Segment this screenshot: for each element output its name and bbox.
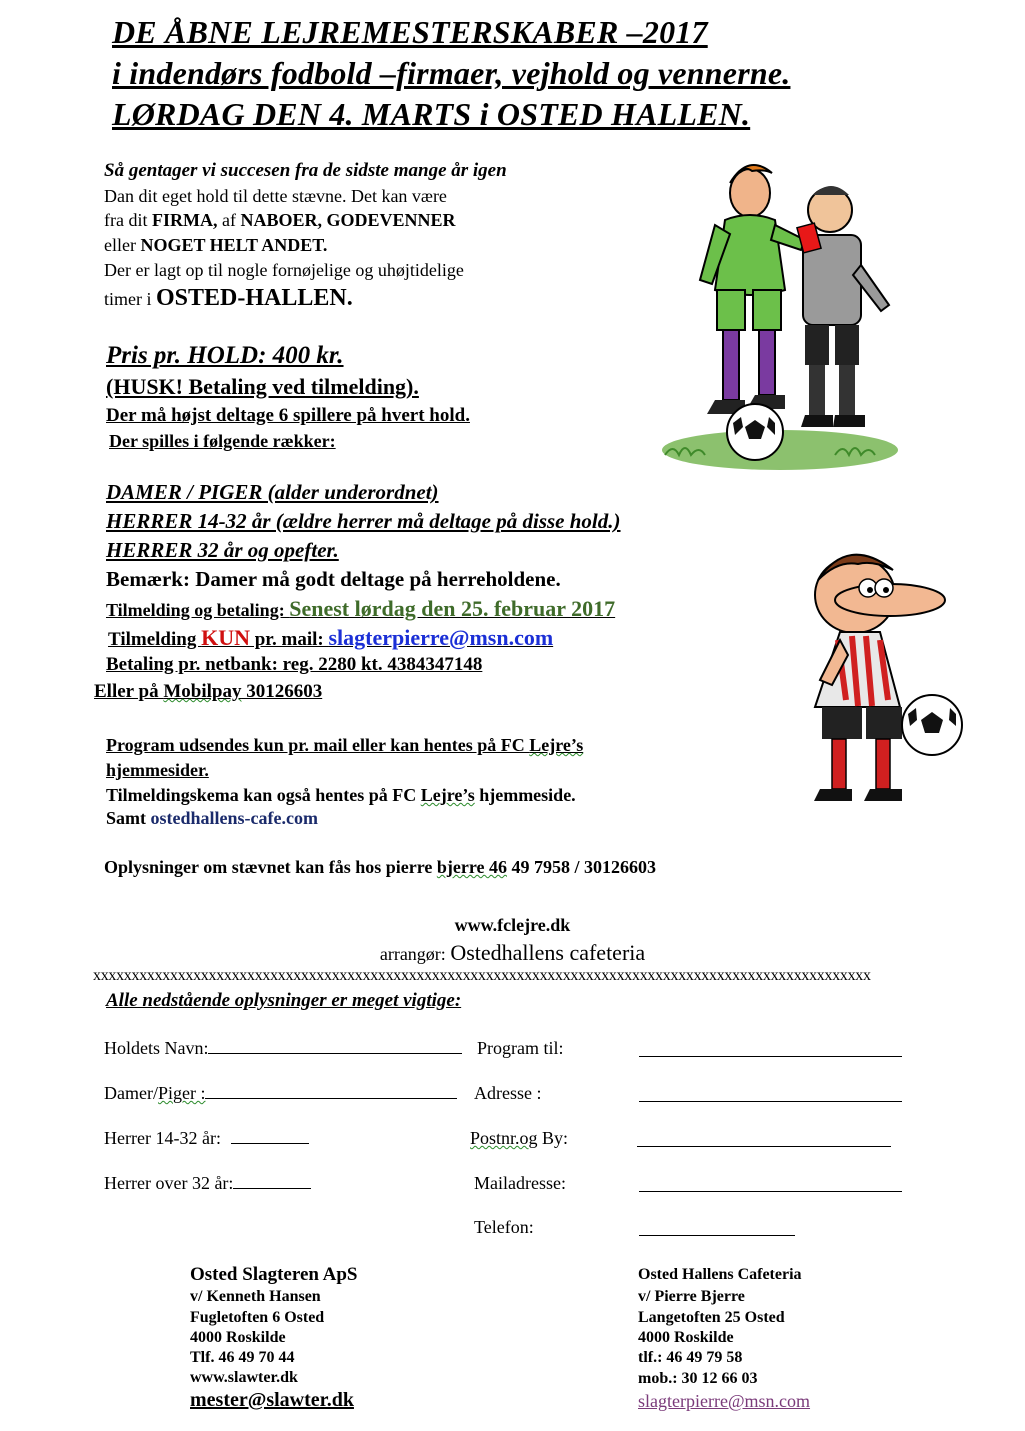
samt-info: Samt ostedhallens-cafe.com bbox=[106, 808, 318, 828]
sponsor-left-phone: Tlf. 46 49 70 44 bbox=[190, 1349, 295, 1366]
telefon-line[interactable] bbox=[639, 1221, 795, 1236]
intro-line-4: Der er lagt op til nogle fornøjelige og uhøjtidelige bbox=[104, 260, 464, 280]
title-line-2: i indendørs fodbold –firmaer, vejhold og vennerne. bbox=[112, 55, 791, 91]
holdets-navn-line[interactable] bbox=[208, 1039, 462, 1054]
signup-email-link[interactable]: slagterpierre@msn.com bbox=[328, 625, 554, 650]
herrer-32-line[interactable] bbox=[233, 1174, 311, 1189]
herrer-1432-label: Herrer 14-32 år: bbox=[104, 1128, 221, 1148]
sponsor-left-city: 4000 Roskilde bbox=[190, 1329, 286, 1346]
separator-x-line: xxxxxxxxxxxxxxxxxxxxxxxxxxxxxxxxxxxxxxxxxxxxxxxxxxxxxxxxxxxxxxxxxxxxxxxxxxxxxxxxxxxxxxxxxxxxxxxxxxxxx bbox=[93, 967, 871, 984]
sponsor-right-mobile: mob.: 30 12 66 03 bbox=[638, 1370, 758, 1387]
sponsor-left-street: Fugletoften 6 Osted bbox=[190, 1309, 325, 1326]
mailadresse-label: Mailadresse: bbox=[474, 1173, 566, 1193]
contact-info: Oplysninger om stævnet kan fås hos pierre bjerre 46 49 7958 / 30126603 bbox=[104, 857, 657, 877]
postnr-line[interactable] bbox=[637, 1132, 891, 1147]
damer-label: Damer/Piger : bbox=[104, 1083, 206, 1103]
field-herrer-14-32[interactable] bbox=[104, 1128, 309, 1149]
row-herrer-32: HERRER 32 år og opefter. bbox=[106, 538, 339, 562]
cafe-website-link[interactable]: ostedhallens-cafe.com bbox=[150, 808, 318, 828]
sponsor-right-email[interactable]: slagterpierre@msn.com bbox=[638, 1391, 811, 1411]
important-note: Alle nedstående oplysninger er meget vigtige: bbox=[106, 990, 462, 1011]
signup-mail: Tilmelding KUN pr. mail: slagterpierre@msn.com bbox=[108, 625, 554, 650]
program-til-line[interactable] bbox=[639, 1042, 902, 1057]
sponsor-left-email[interactable]: mester@slawter.dk bbox=[190, 1389, 354, 1411]
program-til-label: Program til: bbox=[477, 1038, 564, 1058]
adresse-line[interactable] bbox=[639, 1087, 902, 1102]
organizer: arrangør: Ostedhallens cafeteria bbox=[379, 940, 646, 965]
intro-line-2: fra dit FIRMA, af NABOER, GODEVENNER bbox=[104, 210, 456, 230]
row-damer: DAMER / PIGER (alder underordnet) bbox=[106, 480, 439, 504]
sponsor-left-web[interactable]: www.slawter.dk bbox=[190, 1369, 298, 1386]
price-text: Pris pr. HOLD: 400 kr. bbox=[106, 342, 344, 369]
field-damer-piger[interactable] bbox=[104, 1083, 457, 1104]
program-info-1: Program udsendes kun pr. mail eller kan hentes på FC Lejre’s bbox=[106, 735, 584, 755]
herrer-1432-line[interactable] bbox=[231, 1129, 309, 1144]
fclejre-website[interactable]: www.fclejre.dk bbox=[454, 915, 571, 935]
adresse-label: Adresse : bbox=[474, 1083, 542, 1103]
sponsor-right-name: Osted Hallens Cafeteria bbox=[638, 1266, 802, 1283]
bank-info: Betaling pr. netbank: reg. 2280 kt. 4384347148 bbox=[106, 654, 483, 675]
sponsor-right-phone: tlf.: 46 49 79 58 bbox=[638, 1349, 743, 1366]
mobilpay-info: Eller på Mobilpay 30126603 bbox=[94, 681, 323, 702]
note-women: Bemærk: Damer må godt deltage på herreholdene. bbox=[106, 567, 561, 591]
sponsor-right-city: 4000 Roskilde bbox=[638, 1329, 734, 1346]
sponsor-left-name: Osted Slagteren ApS bbox=[190, 1264, 358, 1285]
mailadresse-line[interactable] bbox=[639, 1177, 902, 1192]
program-info-2: hjemmesider. bbox=[106, 760, 209, 780]
title-line-1: DE ÅBNE LEJREMESTERSKABER –2017 bbox=[112, 14, 708, 50]
referee-red-card-cartoon bbox=[655, 155, 905, 475]
worried-player-cartoon bbox=[780, 540, 980, 820]
title-line-3: LØRDAG DEN 4. MARTS i OSTED HALLEN. bbox=[112, 96, 751, 132]
rows-intro: Der spilles i følgende rækker: bbox=[109, 431, 336, 451]
field-holdets-navn[interactable] bbox=[104, 1038, 462, 1059]
holdets-navn-label: Holdets Navn: bbox=[104, 1038, 209, 1058]
form-download-info: Tilmeldingskema kan også hentes på FC Lejre’s hjemmeside. bbox=[106, 785, 576, 805]
intro-heading: Så gentager vi succesen fra de sidste mange år igen bbox=[104, 160, 507, 181]
row-herrer-14-32: HERRER 14-32 år (ældre herrer må deltage på disse hold.) bbox=[106, 509, 621, 533]
sponsor-right-contact: v/ Pierre Bjerre bbox=[638, 1288, 745, 1305]
intro-line-1: Dan dit eget hold til dette stævne. Det kan være bbox=[104, 186, 447, 206]
postnr-label: Postnr.og By: bbox=[470, 1128, 569, 1148]
telefon-label: Telefon: bbox=[474, 1217, 534, 1237]
damer-piger-line[interactable] bbox=[205, 1084, 457, 1099]
max-players: Der må højst deltage 6 spillere på hvert hold. bbox=[106, 405, 470, 426]
intro-line-3: eller NOGET HELT ANDET. bbox=[104, 235, 328, 255]
intro-line-5: timer i OSTED-HALLEN. bbox=[104, 285, 353, 311]
herrer-32-label: Herrer over 32 år: bbox=[104, 1173, 234, 1193]
sponsor-left-contact: v/ Kenneth Hansen bbox=[190, 1288, 321, 1305]
payment-note: (HUSK! Betaling ved tilmelding). bbox=[106, 374, 419, 399]
sponsor-right-street: Langetoften 25 Osted bbox=[638, 1309, 785, 1326]
signup-deadline: Tilmelding og betaling: Senest lørdag den 25. februar 2017 bbox=[106, 596, 616, 621]
field-herrer-over-32[interactable] bbox=[104, 1173, 311, 1194]
